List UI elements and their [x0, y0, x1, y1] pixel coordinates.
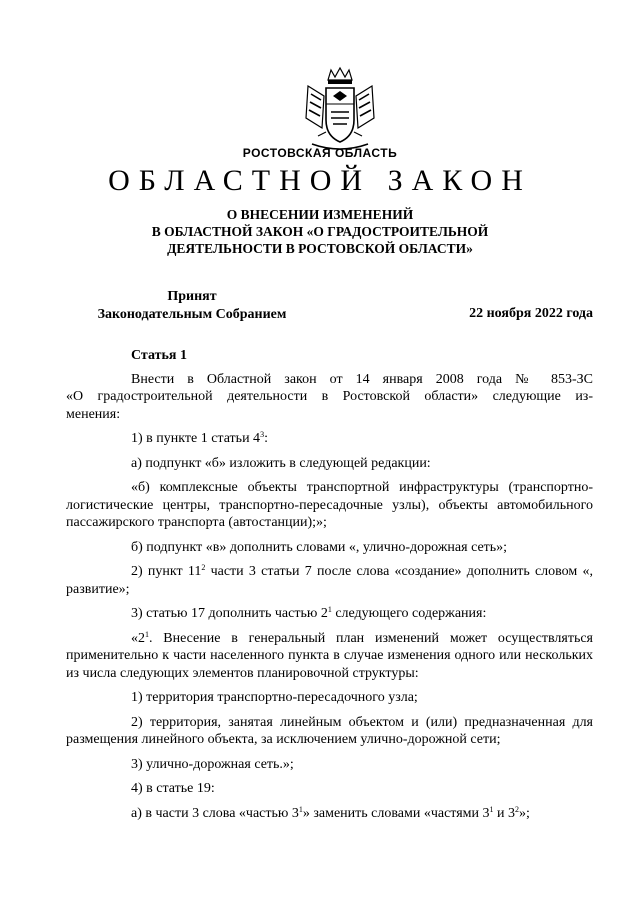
article-body: [66, 347, 593, 829]
paragraph: 1) в пункте 1 статьи $4^3$:: [131, 430, 268, 446]
coat-of-arms-icon: [298, 66, 382, 158]
adoption-date: 22 ноября 2022 года: [469, 306, 593, 321]
paragraph: а) подпункт «б» изложить в следующей редакции:: [131, 455, 431, 471]
paragraph: 1) территория транспортно-пересадочного узла;: [131, 690, 418, 705]
paragraph: а) в части 3 слова «частью $3^1$» заменить словами «частями $3^1$ и $3^2$»;: [131, 804, 530, 821]
paragraph: «б) комплексные объекты транспортной инфраструктуры (транспортно-логистические центры, транспортно-пересадочные узлы), объекты автомобильного пассажирского транспорта (автостанции);»;: [66, 480, 593, 530]
paragraph-line: «О градостроительной деятельности в Ростовской области» следующие из-: [66, 389, 593, 404]
paragraph: 3) статью 17 дополнить частью $2^1$ следующего содержания:: [131, 605, 487, 621]
paragraph: б) подпункт «в» дополнить словами «, улично-дорожная сеть»;: [131, 539, 508, 555]
paragraph: 4) в статье 19:: [131, 781, 215, 796]
adoption-block: [92, 288, 292, 324]
paragraph: [66, 371, 593, 424]
adoption-line-2: Законодательным Собранием: [97, 307, 287, 322]
law-title: [0, 206, 640, 257]
paragraph: 2) территория, занятая линейным объектом и (или) предназначенная для размещения линейного объекта, за исключением улично-дорожной сети;: [66, 714, 593, 747]
paragraph: 3) улично-дорожная сеть.»;: [131, 756, 294, 772]
article-title: Статья 1: [131, 348, 187, 363]
law-title-line: В ОБЛАСТНОЙ ЗАКОН «О ГРАДОСТРОИТЕЛЬНОЙ: [151, 224, 489, 239]
paragraph-line: менения:: [66, 406, 121, 422]
paragraph-line: Внести в Областной закон от 14 января 2008 года № 853-ЗС: [131, 371, 593, 387]
adoption-line-1: Принят: [167, 289, 217, 304]
document-type: ОБЛАСТНОЙ ЗАКОН: [108, 164, 532, 197]
law-title-line: ДЕЯТЕЛЬНОСТИ В РОСТОВСКОЙ ОБЛАСТИ»: [167, 241, 473, 256]
paragraph: 2) пункт $11^2$ части 3 статьи 7 после слова «создание» дополнить словом «, развитие»;: [66, 563, 593, 597]
region-name: РОСТОВСКАЯ ОБЛАСТЬ: [242, 146, 398, 160]
paragraph: «$2^1$. Внесение в генеральный план изменений может осуществляться применительно к части населенного пункта в случае изменения одного или нескольких из числа следующих элементов планировочной структуры:: [66, 629, 593, 681]
law-title-line: О ВНЕСЕНИИ ИЗМЕНЕНИЙ: [226, 207, 414, 222]
